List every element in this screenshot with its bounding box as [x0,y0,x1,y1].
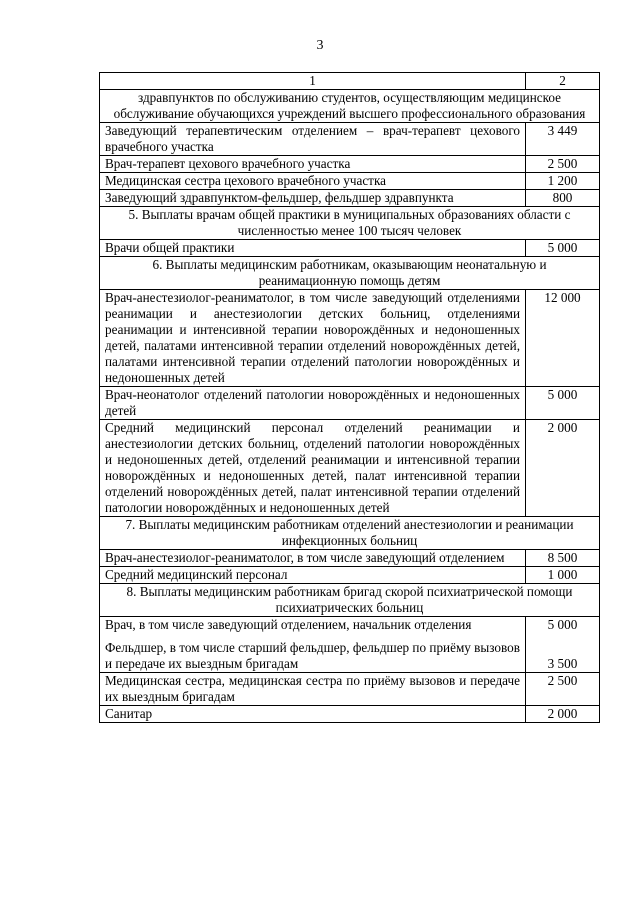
section-row [100,207,600,240]
table-row [100,290,600,387]
section-row [100,584,600,617]
column-header-1: 1 [100,73,526,90]
position-name: Средний медицинский персонал отделений реанимации и анестезиологии детских больниц, отделений патологии новорождённых и недоношенных детей, отделений реанимации и интенсивной терапии новорождённых и недоношенных детей, палат интенсивной терапии отделений новорождённых детей, палат интенсивной терапии отделений патологии новорождённых и недоношенных детей [100,420,526,517]
table-row [100,387,600,420]
position-name: Санитар [100,706,526,723]
payment-amount: 2 000 [526,420,600,517]
table-row [100,190,600,207]
payment-amount: 1 000 [526,567,600,584]
position-name: Заведующий терапевтическим отделением – врач-терапевт цехового врачебного участка [100,123,526,156]
payment-amount: 3 449 [526,123,600,156]
position-name: Медицинская сестра цехового врачебного участка [100,173,526,190]
position-name: Врачи общей практики [100,240,526,257]
position-name: Врач-анестезиолог-реаниматолог, в том числе заведующий отделениями реанимации и анестезиологии детских больниц, отделениями реанимации и интенсивной терапии новорождённых и недоношенных детей, палатами интенсивной терапии отделений новорождённых детей, палатами интенсивной терапии отделений патологии новорождённых и недоношенных детей [100,290,526,387]
position-name: Медицинская сестра, медицинская сестра по приёму вызовов и передаче их выездным бригадам [100,673,526,706]
column-header-2: 2 [526,73,600,90]
table-row [100,617,600,673]
payment-amount: 3 500 [547,656,578,671]
table-row [100,673,600,706]
position-name: Врач, в том числе заведующий отделением, начальник отделения [105,617,472,632]
section-row [100,517,600,550]
position-name: Средний медицинский персонал [100,567,526,584]
table-row [100,123,600,156]
payment-amount: 2 500 [526,156,600,173]
table-row [100,706,600,723]
section-4-continuation: здравпунктов по обслуживанию студентов, осуществляющим медицинское обслуживание обучающихся учреждений высшего профессионального образования [100,90,600,123]
section-8-heading: 8. Выплаты медицинским работникам бригад скорой психиатрической помощи психиатрических больниц [100,584,600,617]
position-name: Врач-терапевт цехового врачебного участка [100,156,526,173]
payment-amount: 5 000 [526,240,600,257]
table-row [100,550,600,567]
table-row [100,420,600,517]
section-row [100,257,600,290]
payment-amount: 5 000 [547,617,578,632]
table-row [100,173,600,190]
payment-amount: 5 000 [526,387,600,420]
payment-amount: 2 000 [526,706,600,723]
payment-amount: 1 200 [526,173,600,190]
table-header-row [100,73,600,90]
position-name-cell [100,617,526,673]
section-row [100,90,600,123]
payment-amount: 2 500 [526,673,600,706]
position-name: Врач-неонатолог отделений патологии новорождённых и недоношенных детей [100,387,526,420]
payments-table [99,72,600,723]
payment-amount-cell [526,617,600,673]
payment-amount: 12 000 [526,290,600,387]
page-number: 3 [316,38,324,53]
payment-amount: 8 500 [526,550,600,567]
position-name: Врач-анестезиолог-реаниматолог, в том числе заведующий отделением [100,550,526,567]
position-name: Заведующий здравпунктом-фельдшер, фельдшер здравпункта [100,190,526,207]
position-name: Фельдшер, в том числе старший фельдшер, фельдшер по приёму вызовов и передаче их выездным бригадам [105,640,520,671]
payment-amount: 800 [526,190,600,207]
section-7-heading: 7. Выплаты медицинским работникам отделений анестезиологии и реанимации инфекционных больниц [100,517,600,550]
section-5-heading: 5. Выплаты врачам общей практики в муниципальных образованиях области с численностью менее 100 тысяч человек [100,207,600,240]
table-row [100,567,600,584]
table-row [100,156,600,173]
section-6-heading: 6. Выплаты медицинским работникам, оказывающим неонатальную и реанимационную помощь детям [100,257,600,290]
table-row [100,240,600,257]
